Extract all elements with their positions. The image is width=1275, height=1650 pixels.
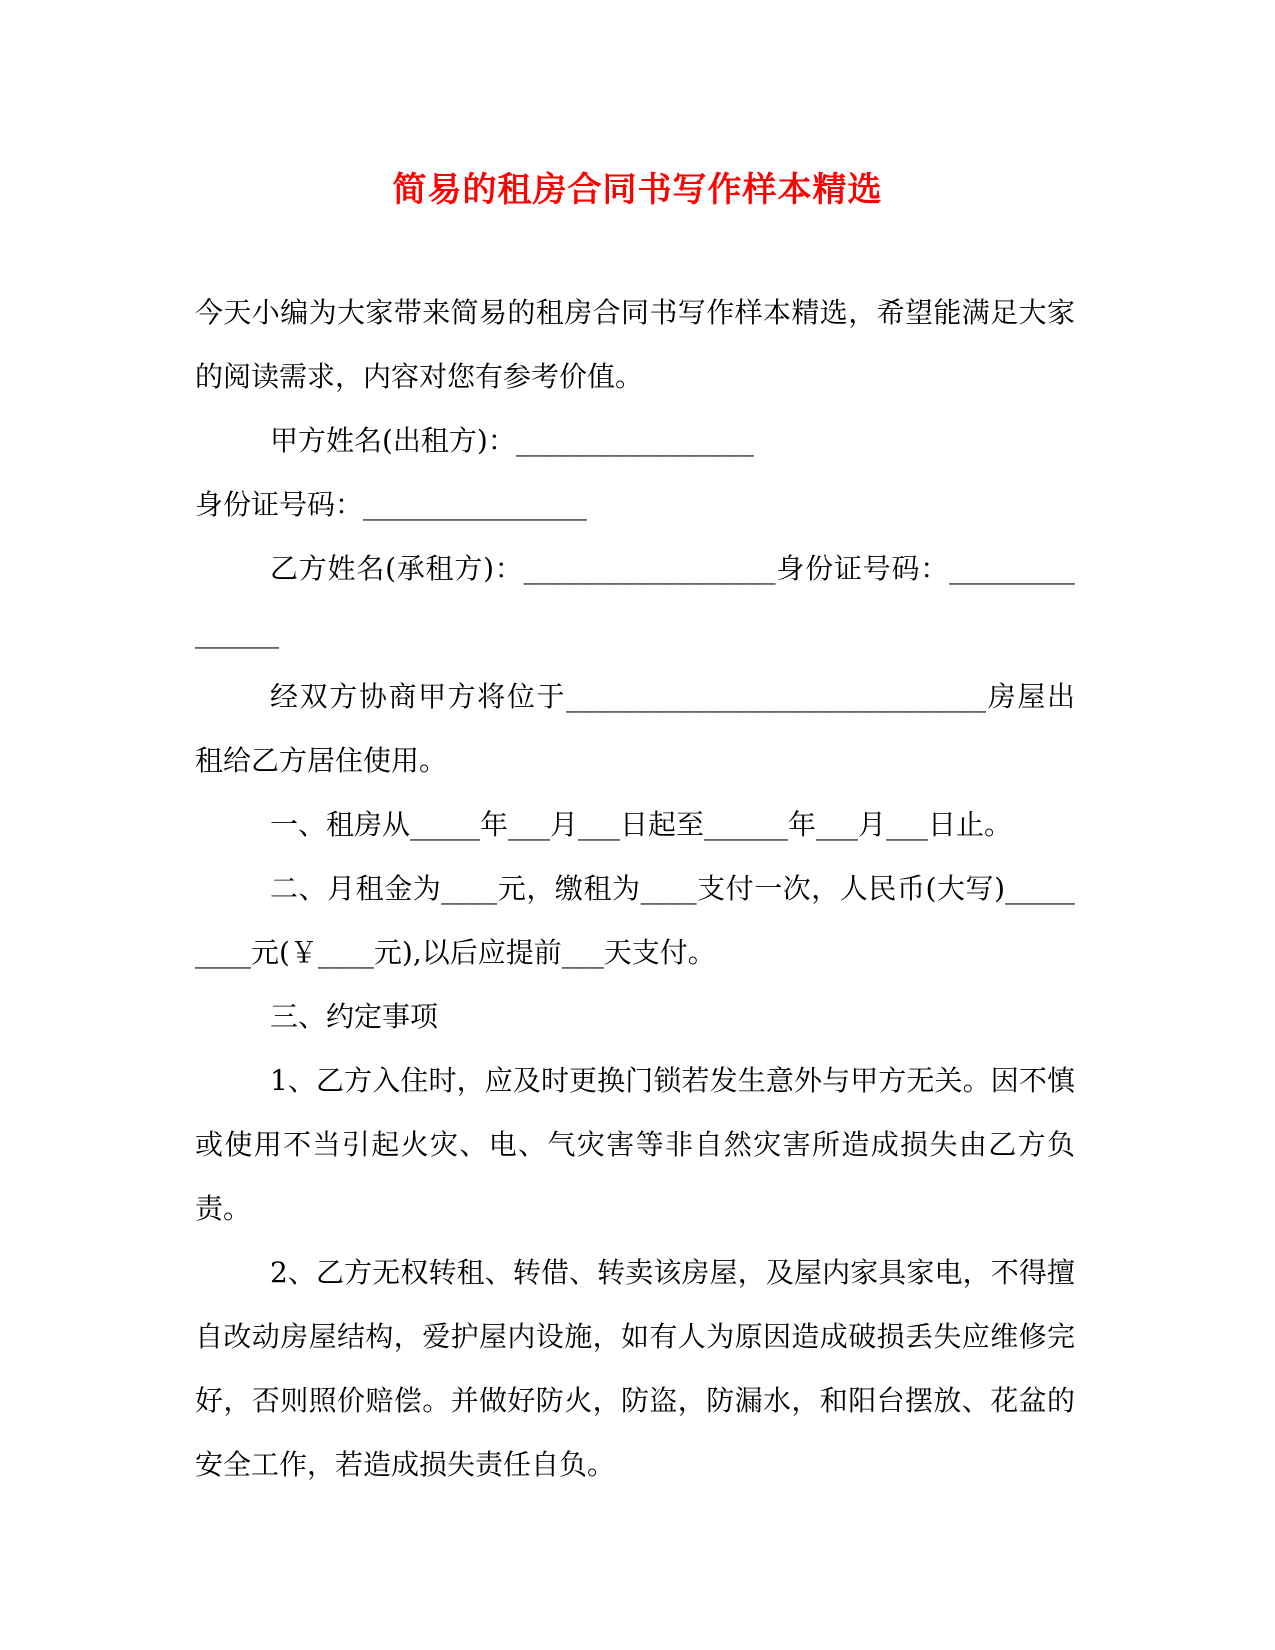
clause-2-rent-amount: 二、月租金为____元，缴租为____支付一次，人民币(大写)_________元(￥____元),以后应提前___天支付。 [195,872,1075,969]
property-location-paragraph: 经双方协商甲方将位于______________________________房屋出租给乙方居住使用。 [195,680,1075,777]
party-a-id-line: 身份证号码：________________ [195,488,588,521]
document-title: 简易的租房合同书写作样本精选 [392,170,883,210]
clause-3-heading: 三、约定事项 [270,1000,439,1033]
item-1-paragraph: 1、乙方入住时，应及时更换门锁若发生意外与甲方无关。因不慎或使用不当引起火灾、电、气灾害等非自然灾害所造成损失由乙方负责。 [195,1064,1075,1225]
clause-1-rental-period: 一、租房从_____年___月___日起至______年___月___日止。 [270,808,1013,841]
item-2-paragraph: 2、乙方无权转租、转借、转卖该房屋，及屋内家具家电，不得擅自改动房屋结构，爱护屋内设施，如有人为原因造成破损丢失应维修完好，否则照价赔偿。并做好防火，防盗，防漏水，和阳台摆放、花盆的安全工作，若造成损失责任自负。 [195,1256,1075,1481]
intro-paragraph: 今天小编为大家带来简易的租房合同书写作样本精选，希望能满足大家的阅读需求，内容对您有参考价值。 [195,296,1075,393]
document-body [195,281,1075,1497]
party-b-line: 乙方姓名(承租方)：__________________身份证号码：_______________ [195,552,1075,649]
party-a-name-line: 甲方姓名(出租方)：_________________ [270,424,754,457]
